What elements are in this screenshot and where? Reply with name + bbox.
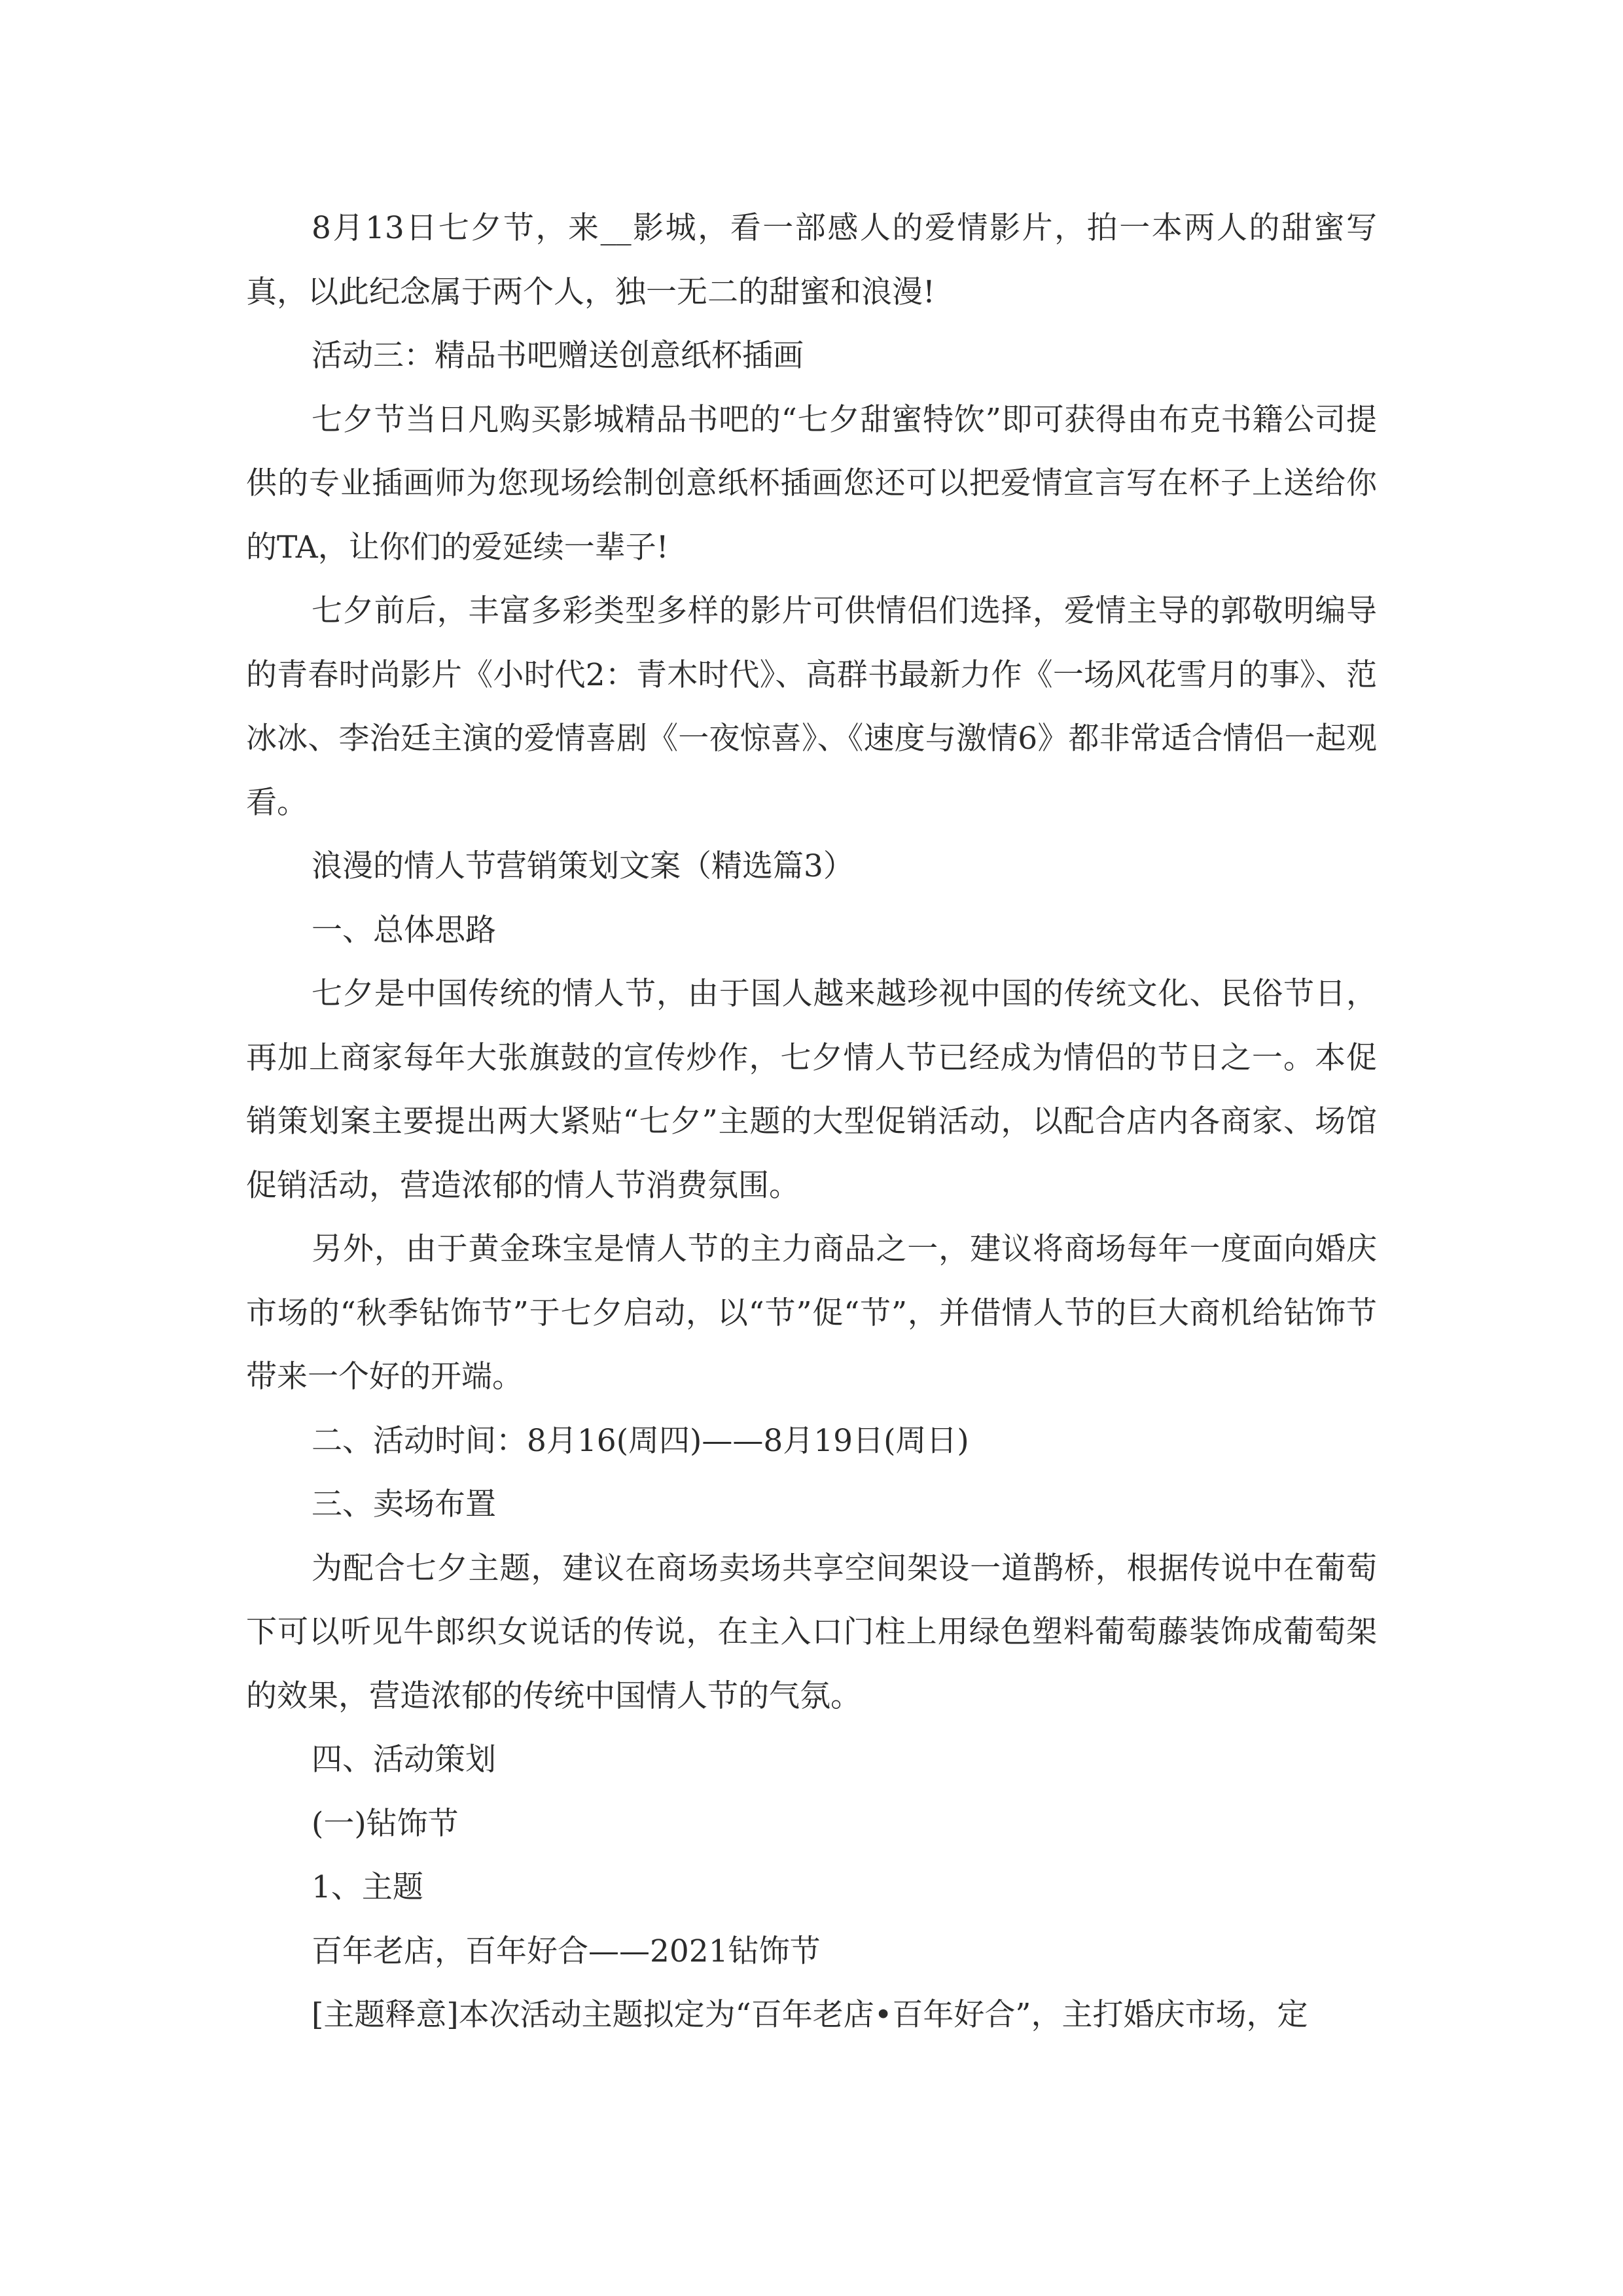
paragraph-store-layout: 为配合七夕主题，建议在商场卖场共享空间架设一道鹊桥，根据传说中在葡萄下可以听见牛郎织女说话的传说，在主入口门柱上用绿色塑料葡萄藤装饰成葡萄架的效果，营造浓郁的传统中国情人节的气氛。 [246,1550,1377,1714]
paragraph-films: 七夕前后，丰富多彩类型多样的影片可供情侣们选择，爱情主导的郭敬明编导的青春时尚影片《小时代2：青木时代》、高群书最新力作《一场风花雪月的事》、范冰冰、李治廷主演的爱情喜剧《一夜惊喜》、《速度与激情6》都非常适合情侣一起观看。 [246,593,1377,821]
paragraph-intro: 8月13日七夕节，来__影城，看一部感人的爱情影片，拍一本两人的甜蜜写真，以此纪念属于两个人，独一无二的甜蜜和浪漫! [246,210,1377,310]
paragraph-theme-explanation: [主题释意]本次活动主题拟定为“百年老店•百年好合”，主打婚庆市场，定 [312,1997,1308,2033]
heading-activity-planning: 四、活动策划 [312,1742,496,1778]
paragraph-jewelry: 另外，由于黄金珠宝是情人节的主力商品之一，建议将商场每年一度面向婚庆市场的“秋季钻饰节”于七夕启动，以“节”促“节”，并借情人节的巨大商机给钻饰节带来一个好的开端。 [246,1231,1377,1395]
paragraph-overall-idea: 七夕是中国传统的情人节，由于国人越来越珍视中国的传统文化、民俗节日，再加上商家每年大张旗鼓的宣传炒作，七夕情人节已经成为情侣的节日之一。本促销策划案主要提出两大紧贴“七夕”主题的大型促销活动，以配合店内各商家、场馆促销活动，营造浓郁的情人节消费氛围。 [246,976,1377,1204]
heading-store-layout: 三、卖场布置 [312,1486,496,1522]
paragraph-book-bar: 七夕节当日凡购买影城精品书吧的“七夕甜蜜特饮”即可获得由布克书籍公司提供的专业插画师为您现场绘制创意纸杯插画您还可以把爱情宣言写在杯子上送给你的TA，让你们的爱延续一辈子! [246,401,1377,565]
heading-activity-time: 二、活动时间：8月16(周四)——8月19日(周日) [312,1422,969,1459]
section-title: 浪漫的情人节营销策划文案（精选篇3） [312,848,854,884]
heading-theme: 1、主题 [312,1869,423,1905]
paragraph-theme-name: 百年老店，百年好合——2021钻饰节 [312,1933,821,1969]
heading-activity-three: 活动三：精品书吧赠送创意纸杯插画 [312,338,804,374]
document-body [246,196,1377,2047]
heading-diamond-festival: (一)钻饰节 [312,1805,459,1842]
heading-overall-idea: 一、总体思路 [312,912,496,948]
